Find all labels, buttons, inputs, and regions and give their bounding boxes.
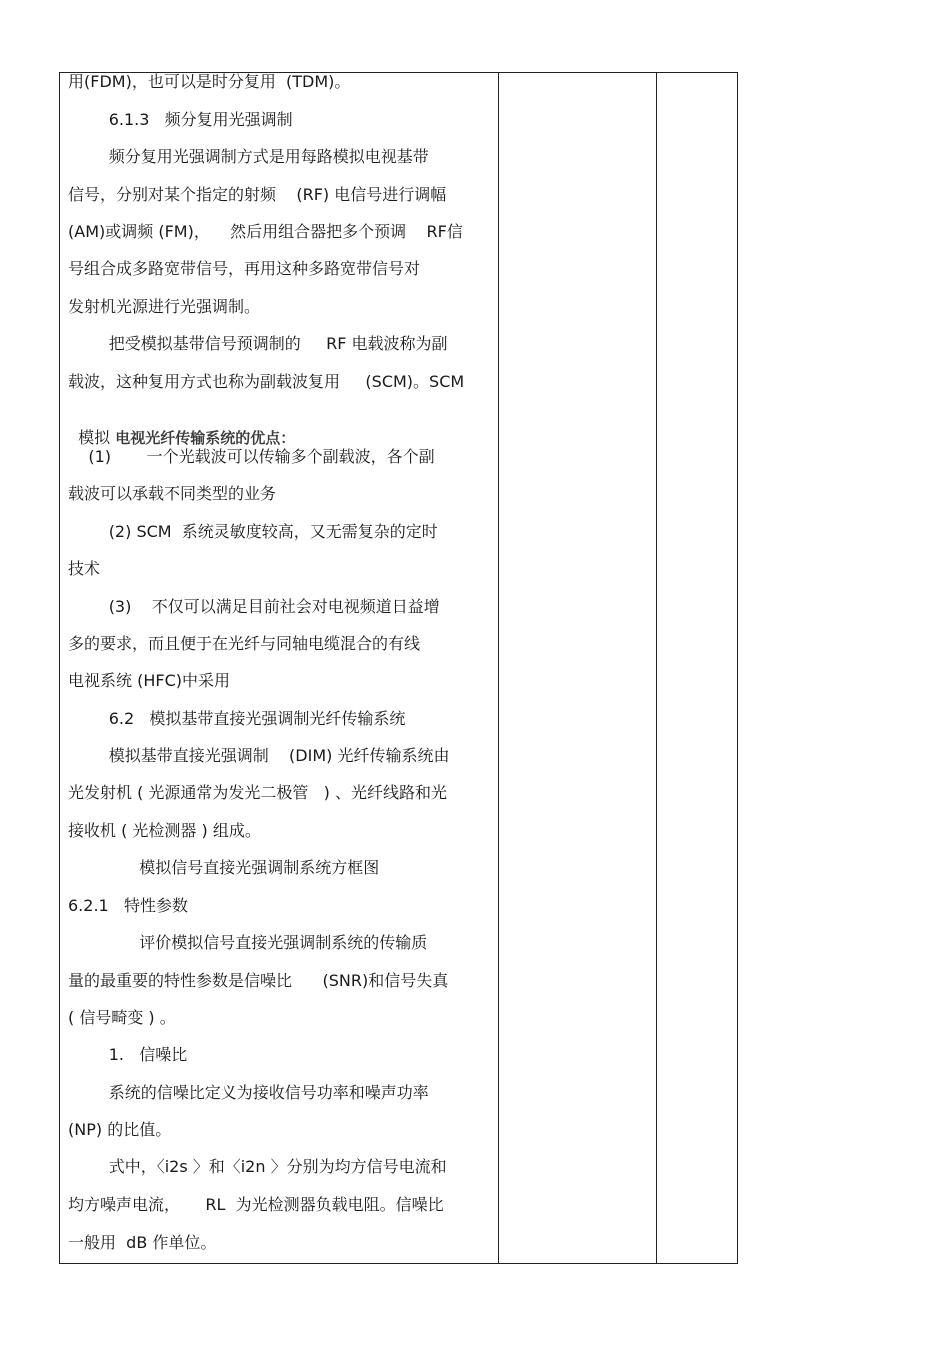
text-line: 把受模拟基带信号预调制的 RF 电载波称为副 bbox=[68, 334, 448, 353]
section-heading: 6.2 模拟基带直接光强调制光纤传输系统 bbox=[68, 709, 406, 728]
text-line: 评价模拟信号直接光强调制系统的传输质 bbox=[68, 933, 428, 952]
text-line: 多的要求，而且便于在光纤与同轴电缆混合的有线 bbox=[68, 634, 421, 653]
text-line: 载波，这种复用方式也称为副载波复用 (SCM)。SCM bbox=[68, 372, 465, 391]
text-line: 接收机 ( 光检测器 ) 组成。 bbox=[68, 821, 261, 840]
text-line: 模拟基带直接光强调制 (DIM) 光纤传输系统由 bbox=[68, 746, 450, 765]
column-divider bbox=[498, 73, 499, 1263]
text-line: 光发射机 ( 光源通常为发光二极管 ) 、光纤线路和光 bbox=[68, 783, 448, 802]
text-line: 号组合成多路宽带信号，再用这种多路宽带信号对 bbox=[68, 259, 421, 278]
section-heading: 1. 信噪比 bbox=[68, 1045, 188, 1064]
text-line: 电视系统 (HFC)中采用 bbox=[68, 671, 230, 690]
text-line: 式中，〈i2s 〉和〈i2n 〉分别为均方信号电流和 bbox=[68, 1157, 447, 1176]
column-divider bbox=[656, 73, 657, 1263]
text-line: (NP) 的比值。 bbox=[68, 1120, 172, 1139]
section-heading: 6.2.1 特性参数 bbox=[68, 896, 188, 915]
text-line: 技术 bbox=[68, 559, 101, 578]
pasted-heading: 电视光纤传输系统的优点： bbox=[115, 429, 296, 447]
text-line: 均方噪声电流， RL 为光检测器负载电阻。信噪比 bbox=[68, 1195, 444, 1214]
text-line: 发射机光源进行光强调制。 bbox=[68, 297, 261, 316]
text-line: 一般用 dB 作单位。 bbox=[68, 1233, 217, 1252]
text-fragment: 模拟 bbox=[78, 428, 116, 447]
text-line bbox=[68, 408, 295, 448]
list-item: (2) SCM 系统灵敏度较高，又无需复杂的定时 bbox=[68, 522, 438, 541]
list-item: (1) 一个光载波可以传输多个副载波，各个副 bbox=[68, 447, 435, 466]
text-line: 频分复用光强调制方式是用每路模拟电视基带 bbox=[68, 147, 429, 166]
text-line: (AM)或调频 (FM)， 然后用组合器把多个预调 RF信 bbox=[68, 222, 463, 241]
text-line: 载波可以承载不同类型的业务 bbox=[68, 484, 277, 503]
text-line: 用(FDM)，也可以是时分复用 (TDM)。 bbox=[68, 72, 351, 91]
text-line: 信号，分别对某个指定的射频 (RF) 电信号进行调幅 bbox=[68, 185, 447, 204]
text-line: 系统的信噪比定义为接收信号功率和噪声功率 bbox=[68, 1083, 429, 1102]
text-line: ( 信号畸变 ) 。 bbox=[68, 1008, 176, 1027]
figure-caption: 模拟信号直接光强调制系统方框图 bbox=[68, 858, 380, 877]
section-heading: 6.1.3 频分复用光强调制 bbox=[68, 110, 293, 129]
text-line: 量的最重要的特性参数是信噪比 (SNR)和信号失真 bbox=[68, 971, 449, 990]
list-item: (3) 不仅可以满足目前社会对电视频道日益增 bbox=[68, 597, 440, 616]
